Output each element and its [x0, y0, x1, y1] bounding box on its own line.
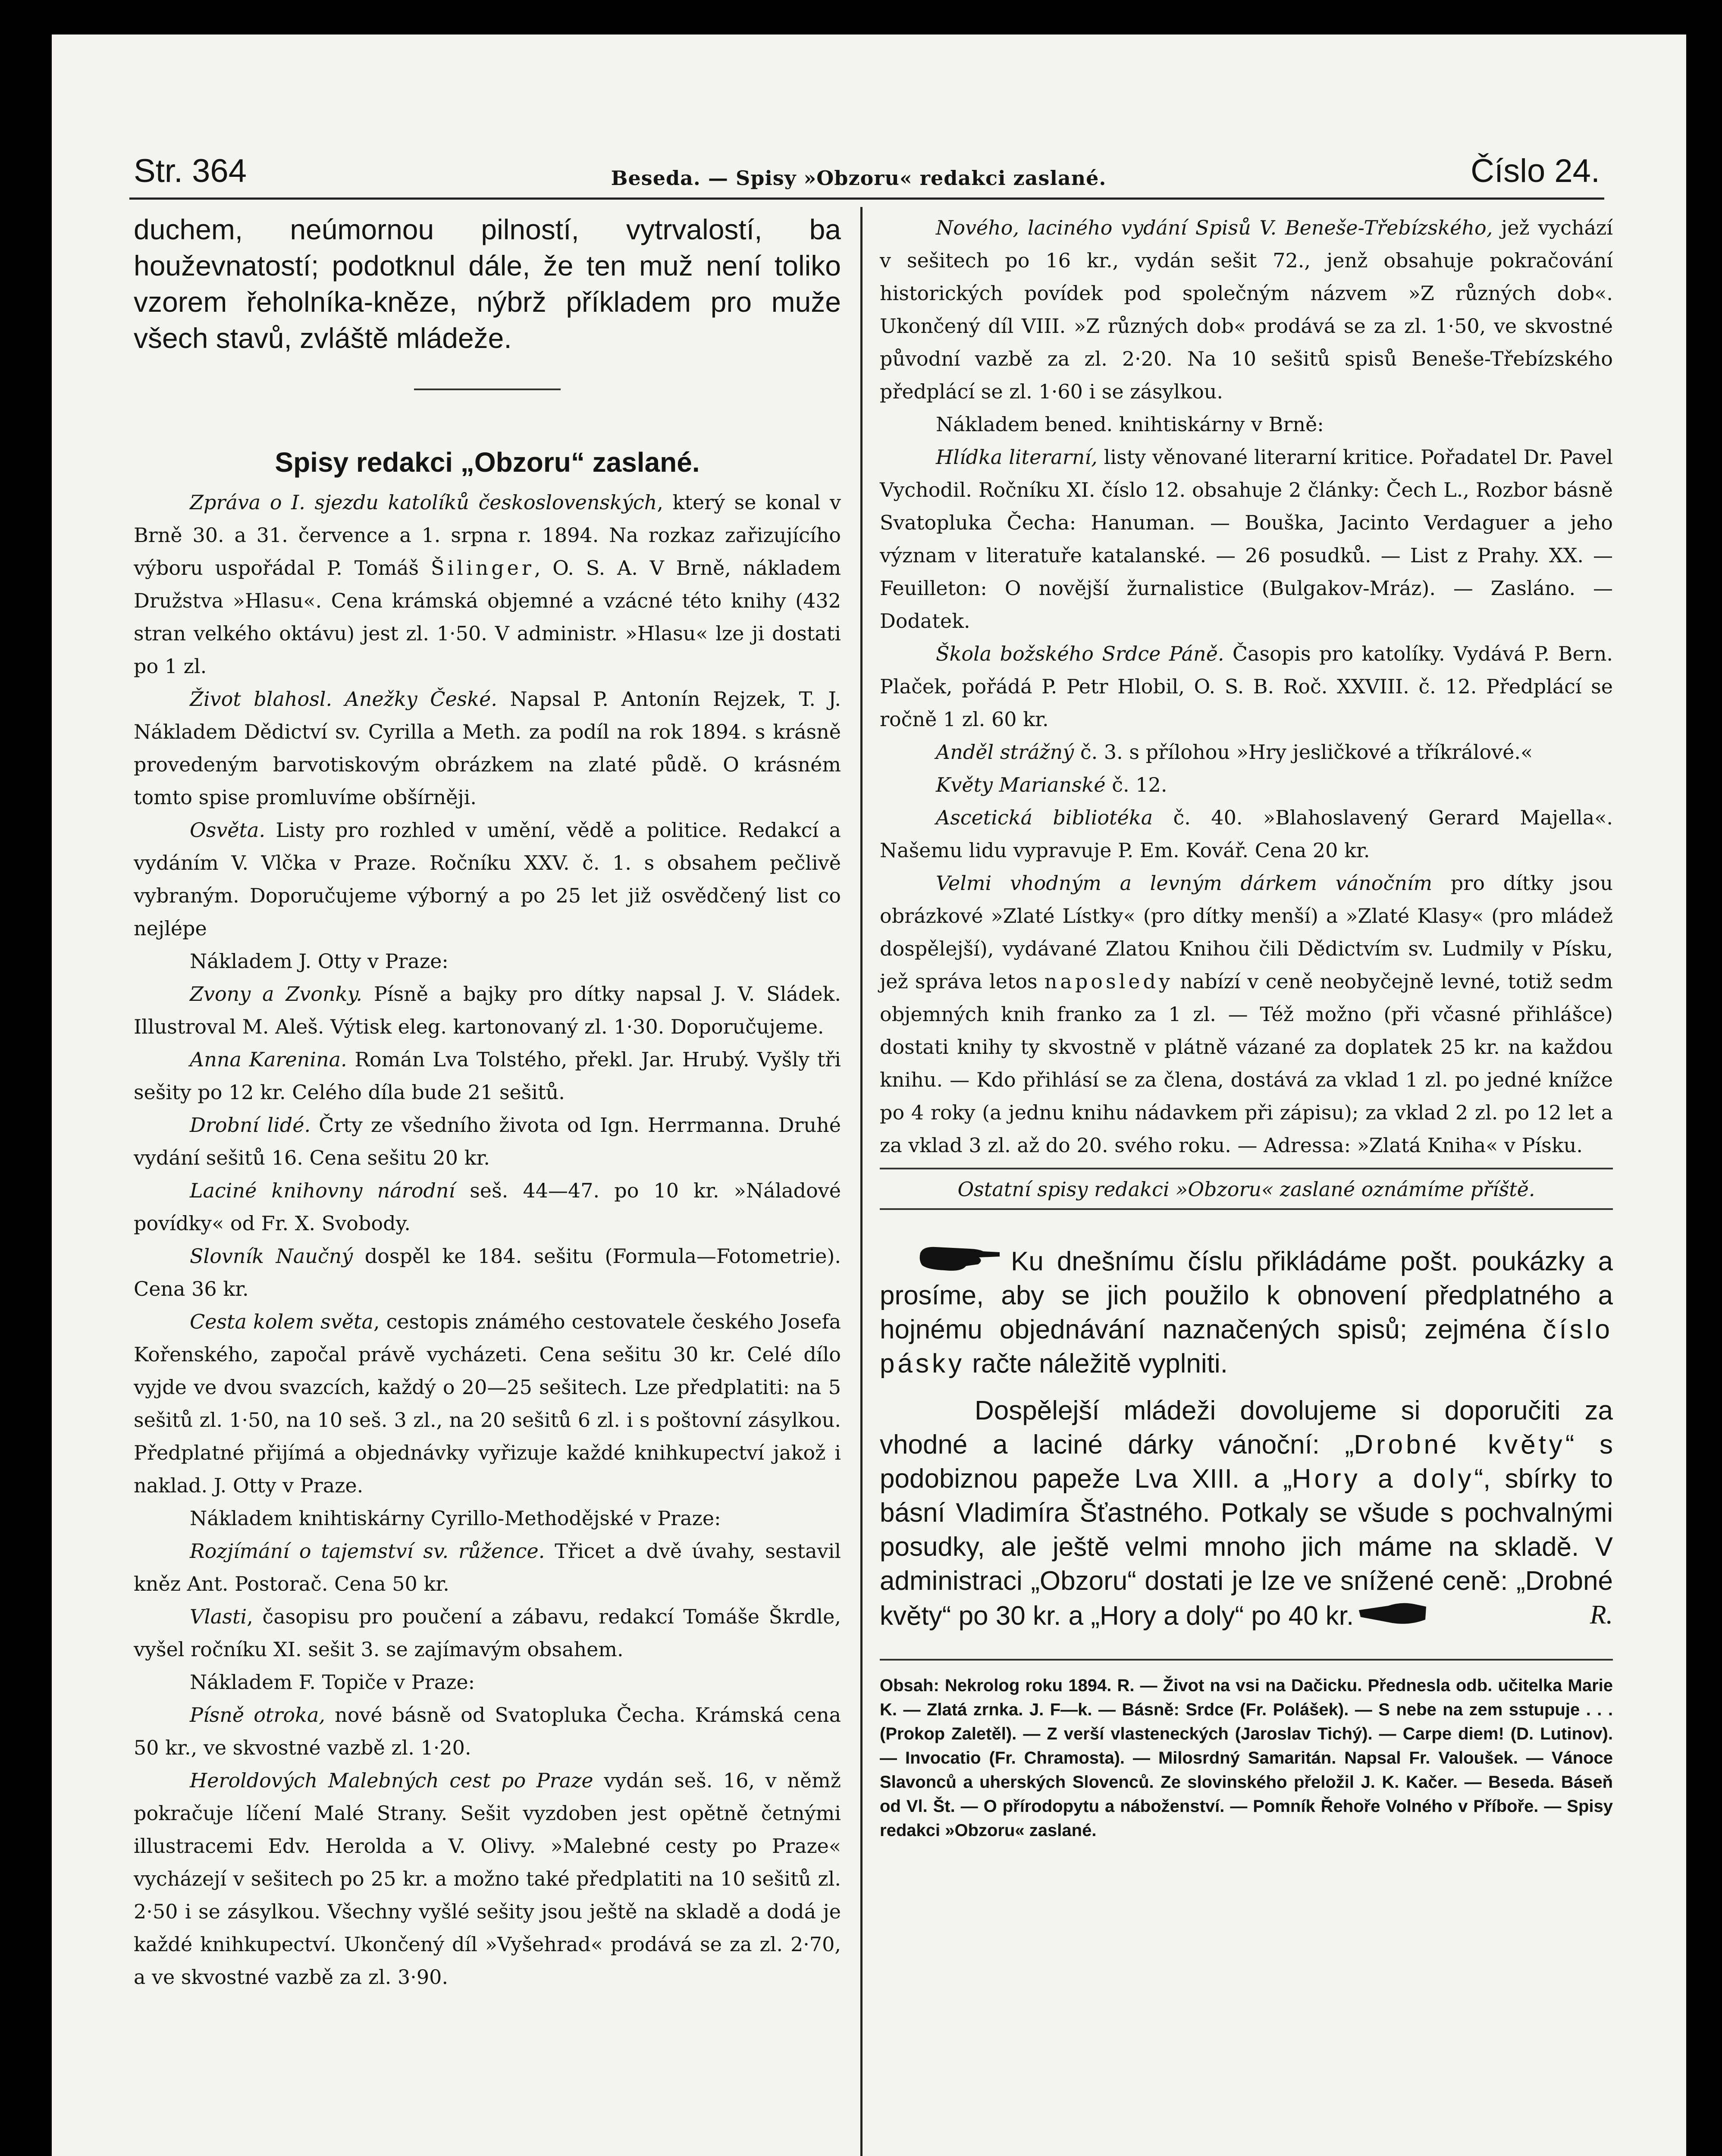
column-divider [860, 207, 863, 2156]
entry-text: Písně a bajky pro dítky napsal J. V. Sládek. Illustroval M. Aleš. Výtisk eleg. kartonovaný zl. 1·30. Doporučujeme. [134, 982, 841, 1038]
entry-title: Slovník Naučný [190, 1244, 353, 1268]
right-column [880, 211, 1613, 1843]
publisher-line: Nákladem knihtiskárny Cyrillo-Methodějské v Praze: [190, 1507, 721, 1530]
issue-number: Číslo 24. [1471, 153, 1600, 189]
ad-spaced: číslo pásky [880, 1315, 1613, 1379]
subscription-notice [880, 1240, 1613, 1381]
entry-text: pro dítky jsou obrázkové »Zlaté Lístky« (pro dítky menší) a »Zlaté Klasy« (pro mládež dospělejší), vydávané Zlatou Knihou čili Dědictvím sv. Ludmily v Písku, jež správa letos [880, 871, 1613, 993]
entry-title: Ascetická bibliotéka [936, 806, 1153, 829]
pointing-hand-icon [919, 1240, 1001, 1275]
entry-text: jež vychází v sešitech po 16 kr., vydán sešit 72., jenž obsahuje pokračování historických povídek pod společným názvem »Z různých dob«. Ukončený díl VIII. »Z různých dob« prodává se za zl. 1·50, ve skvostné původní vazbě za zl. 2·20. Na 10 sešitů spisů Beneše-Třebízského předplácí se zl. 1·60 i se zásylkou. [880, 216, 1613, 403]
entry [134, 1174, 841, 1240]
entry-title: Drobní lidé. [190, 1113, 311, 1137]
entry-text: , cestopis známého cestovatele českého Josefa Kořenského, započal právě vycházeti. Cena sešitu 30 kr. Celé dílo vyjde ve dvou svazcích, každý o 20—25 sešitech. Lze předplatiti: na 5 sešitů zl. 1·50, na 10 seš. 3 zl., na 20 sešitů 6 zl. i s poštovní zásylkou. Předplatné přijímá a objednávky vyřizuje každé knihkupectví jakož i naklad. J. Otty v Praze. [134, 1310, 841, 1497]
ad-spaced: Hory a doly [1292, 1464, 1474, 1494]
intro-paragraph: duchem, neúmornou pilností, vytrvalostí, ba houževnatostí; podotknul dále, že ten muž není toliko vzorem řeholníka-kněze, nýbrž příkladem pro muže všech stavů, zvláště mládeže. [134, 213, 841, 354]
entry-text: , časopisu pro poučení a zábavu, redakcí Tomáše Škrdle, vyšel ročníku XI. sešit 3. se zajímavým obsahem. [134, 1605, 841, 1661]
ad-spaced: Drobné květy [1354, 1430, 1565, 1460]
entry [134, 1535, 841, 1600]
entry-text: Časopis pro katolíky. Vydává P. Bern. Plaček, pořádá P. Petr Hlobil, O. S. B. Roč. XXVIII. č. 12. Předplácí se ročně 1 zl. 60 kr. [880, 642, 1613, 731]
left-column [134, 211, 841, 1993]
entry-text: vydán seš. 16, v němž pokračuje líčení Malé Strany. Sešit vyzdoben jest opětně četnými illustracemi Edv. Herolda a V. Olivy. »Malebné cesty po Praze« vycházejí v sešitech po 25 kr. a možno také předplatiti na 10 sešitů zl. 2·50 i se zásylkou. Všechny vyšlé sešity jsou ještě na skladě a dodá je každé knihkupectví. Ukončený díl »Vyšehrad« prodává se za zl. 2·70, a ve skvostné vazbě za zl. 3·90. [134, 1769, 841, 1989]
entry-text: č. 12. [1105, 773, 1167, 796]
entry-spaced: naposledy [1044, 970, 1173, 993]
newspaper-page [52, 34, 1686, 2156]
entry-title: Velmi vhodným a levným dárkem vánočním [936, 871, 1433, 895]
entry-title: Laciné knihovny národní [190, 1179, 455, 1202]
header-rule [129, 197, 1604, 200]
entry-title: Hlídka literarní, [936, 445, 1098, 469]
entry-title: Květy Marianské [936, 773, 1106, 796]
entry-text: dospěl ke 184. sešitu (Formula—Fotometrie). Cena 36 kr. [134, 1244, 841, 1300]
section-divider [414, 389, 561, 390]
entry [134, 1698, 841, 1764]
entry [134, 1764, 841, 1993]
entry-text: nabízí v ceně neobyčejně levné, totiž sedm objemných knih franko za 1 zl. — Též možno (při včasné přihlášce) dostati knihy ty skvostně v plátně vázané za doplatek 25 kr. na každou knihu. — Kdo přihlásí se za člena, dostává za vklad 1 zl. po jedné knížce po 4 roky (a jednu knihu nádavkem při zápisu); za vklad 2 zl. po 12 let a za vklad 3 zl. až do 20. svého roku. — Adressa: »Zlatá Kniha« v Písku. [880, 970, 1613, 1157]
issue-contents [880, 1673, 1613, 1843]
entry-title: Škola božského Srdce Páně. [936, 642, 1224, 665]
publisher-line: Nákladem bened. knihtiskárny v Brně: [936, 413, 1324, 436]
entry [880, 637, 1613, 736]
entry [880, 441, 1613, 637]
entry-title: Heroldových Malebných cest po Praze [190, 1769, 593, 1792]
contents-text: Nekrolog roku 1894. R. — Život na vsi na Dačicku. Přednesla odb. učitelka Marie K. — Zlatá zrnka. J. F—k. — Básně: Srdce (Fr. Polášek). — S nebe na zem sstupuje . . . (Prokop Zaletěl). — Z verší vlasteneckých (Jaroslav Tichý). — Carpe diem! (D. Lutinov). — Invocatio (Fr. Chramosta). — Milosrdný Samaritán. Napsal Fr. Valoušek. — Vánoce Slavonců a uherských Slovenců. Ze slovinského přeložil J. K. Kačer. — Beseda. Báseň od Vl. Št. — O přírodopytu a náboženství. — Pomník Řehoře Volného v Příboře. — Spisy redakci »Obzoru« zaslané. [880, 1676, 1613, 1840]
remaining-notice: Ostatní spisy redakci »Obzoru« zaslané oznámíme příště. [957, 1178, 1535, 1201]
entry-title: Vlasti [190, 1605, 247, 1628]
contents-label: Obsah: [880, 1676, 939, 1695]
entry-title: Život blahosl. Anežky České. [190, 687, 497, 711]
entry-text: č. 40. »Blahoslavený Gerard Majella«. Našemu lidu vypravuje P. Em. Kovář. Cena 20 kr. [880, 806, 1613, 862]
entry-text: Črty ze všedního života od Ign. Herrmanna. Druhé vydání sešitů 16. Cena sešitu 20 kr. [134, 1113, 841, 1169]
entry [134, 1109, 841, 1174]
entry-text: , který se konal v Brně 30. a 31. července a 1. srpna r. 1894. Na rozkaz zařizujícího výboru uspořádal P. Tomáš [134, 491, 841, 580]
entry [134, 1043, 841, 1109]
publisher-line: Nákladem J. Otty v Praze: [190, 950, 449, 973]
entry [134, 978, 841, 1043]
entry-title: Zvony a Zvonky. [190, 982, 362, 1006]
entry-text: , O. S. A. V Brně, nákladem Družstva »Hlasu«. Cena krámská objemné a vzácné této knihy (432 stran velkého oktávu) jest zl. 1·50. V administr. »Hlasu« lze ji dostati po 1 zl. [134, 556, 841, 678]
ad-text: “, sbírky to básní Vladimíra Šťastného. Potkaly se všude s pochvalnými posudky, ale ještě velmi mnoho jich máme na skladě. V administraci „Obzoru“ dostati je lze ve snížené ceně: „Drobné květy“ po 30 kr. a „Hory a doly“ po 40 kr. [880, 1464, 1613, 1631]
entry-text: Třicet a dvě úvahy, sestavil kněz Ant. Postorač. Cena 50 kr. [134, 1539, 841, 1595]
ink-hand-icon [1358, 1598, 1427, 1628]
ad-text: račte náležitě vyplniti. [964, 1349, 1228, 1379]
entry [134, 1305, 841, 1502]
entry-title: Rozjímání o tajemství sv. růžence. [190, 1539, 545, 1563]
entry [880, 211, 1613, 408]
entry [134, 814, 841, 945]
ad-text: “ s podobiznou papeže Lva XIII. a „ [880, 1430, 1613, 1494]
entry-title: Anna Karenina. [190, 1048, 347, 1071]
page-number: Str. 364 [134, 153, 247, 189]
signature-initial: R. [1590, 1600, 1613, 1630]
entry-text: Napsal P. Antonín Rejzek, T. J. Nákladem Dědictví sv. Cyrilla a Meth. za podíl na rok 1894. s krásně provedeným barvotiskovým obrázkem na zlaté půdě. O krásném tomto spise promluvíme obšírněji. [134, 687, 841, 809]
entry-title: Osvěta. [190, 818, 266, 842]
notes-rule [880, 1168, 1613, 1169]
entry [880, 768, 1613, 801]
entry-text: listy věnované literarní kritice. Pořadatel Dr. Pavel Vychodil. Ročníku XI. číslo 12. obsahuje 2 články: Čech L., Rozbor básně Svatopluka Čecha: Hanuman. — Bouška, Jacinto Verdaguer a jeho význam v literatuře katalanské. — 26 posudků. — List z Prahy. XX. — Feuilleton: O novější žurnalistice (Bulgakov-Mráz). — Zasláno. — Dodatek. [880, 445, 1613, 633]
entry-text: nové básně od Svatopluka Čecha. Krámská cena 50 kr., ve skvostné vazbě zl. 1·20. [134, 1703, 841, 1759]
running-title: Beseda. — Spisy »Obzoru« redakci zaslané. [611, 166, 1107, 190]
entry-text: Listy pro rozhled v umění, vědě a politice. Redakcí a vydáním V. Vlčka v Praze. Ročníku XXV. č. 1. s obsahem pečlivě vybraným. Doporučujeme výborný a po 25 let již osvědčený list co nejlépe [134, 818, 841, 940]
entry-title: Zpráva o I. sjezdu katolíků československých [190, 491, 657, 514]
entry [134, 683, 841, 814]
entry-text: č. 3. s přílohou »Hry jesličkové a tříkrálové.« [1074, 740, 1533, 764]
entry-title: Cesta kolem světa [190, 1310, 373, 1333]
entry-title: Nového, laciného vydání Spisů V. Beneše-Třebízského, [936, 216, 1493, 239]
notes-rule-bottom [880, 1208, 1613, 1210]
entry [134, 1600, 841, 1666]
ad-text: Ku dnešnímu číslu přikládáme pošt. poukázky a prosíme, aby se jich použilo k obnovení předplatného a hojnému objednávání naznačených spisů; zejména [880, 1247, 1613, 1344]
entry-title: Anděl strážný [936, 740, 1074, 764]
contents-rule [880, 1659, 1613, 1661]
entry [880, 736, 1613, 768]
entry-text: seš. 44—47. po 10 kr. »Náladové povídky« od Fr. X. Svobody. [134, 1179, 841, 1235]
running-header [134, 134, 1600, 190]
gift-notice [880, 1394, 1613, 1633]
entry-text: Román Lva Tolstého, překl. Jar. Hrubý. Vyšly tři sešity po 12 kr. Celého díla bude 21 sešitů. [134, 1048, 841, 1104]
entry [880, 801, 1613, 867]
entry-title: Písně otroka, [190, 1703, 325, 1727]
ad-text: Dospělejší mládeži dovolujeme si doporučiti za vhodné a laciné dárky vánoční: „ [880, 1396, 1613, 1460]
entry [134, 1240, 841, 1305]
entry [134, 486, 841, 683]
entry-spaced: Šilinger [430, 556, 534, 580]
entry [880, 867, 1613, 1162]
section-title: Spisy redakci „Obzoru“ zaslané. [275, 447, 700, 478]
publisher-line: Nákladem F. Topiče v Praze: [190, 1670, 475, 1694]
